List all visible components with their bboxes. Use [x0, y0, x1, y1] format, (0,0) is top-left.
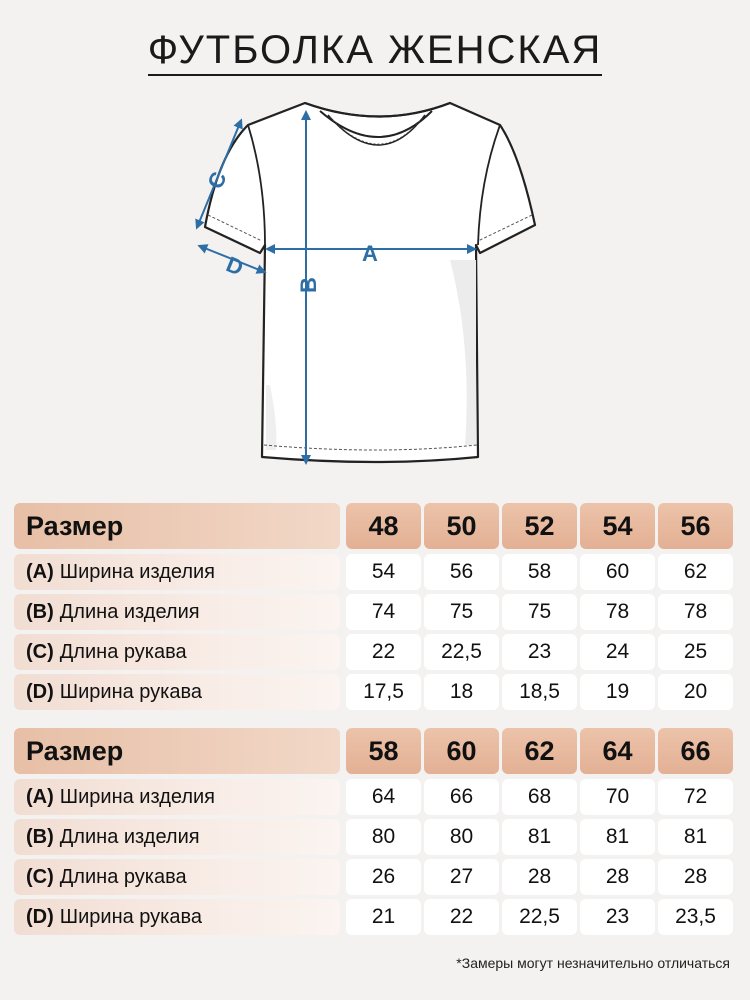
table-row	[14, 779, 738, 815]
row-code: (B)	[26, 825, 54, 848]
value-cell: 56	[424, 554, 499, 590]
value-cell: 24	[580, 634, 655, 670]
footnote: *Замеры могут незначительно отличаться	[456, 955, 730, 971]
value-cell: 66	[424, 779, 499, 815]
label-b: B	[296, 277, 321, 293]
row-label	[14, 779, 340, 815]
value-cell: 27	[424, 859, 499, 895]
value-cell: 20	[658, 674, 733, 710]
table-row	[14, 899, 738, 935]
value-cell: 23	[580, 899, 655, 935]
row-code: (C)	[26, 640, 54, 663]
row-label	[14, 554, 340, 590]
row-label	[14, 899, 340, 935]
size-header: 52	[502, 503, 577, 549]
size-header: 50	[424, 503, 499, 549]
table-row	[14, 859, 738, 895]
value-cell: 28	[502, 859, 577, 895]
table-header-row	[14, 503, 738, 549]
value-cell: 75	[502, 594, 577, 630]
value-cell: 17,5	[346, 674, 421, 710]
value-cell: 81	[580, 819, 655, 855]
value-cell: 68	[502, 779, 577, 815]
table-row	[14, 594, 738, 630]
row-name: Длина изделия	[59, 600, 200, 623]
row-code: (D)	[26, 905, 54, 928]
size-header: 48	[346, 503, 421, 549]
row-code: (B)	[26, 600, 54, 623]
table-row	[14, 634, 738, 670]
table-row	[14, 674, 738, 710]
row-name: Ширина изделия	[59, 560, 215, 583]
tshirt-illustration	[180, 85, 580, 485]
size-header-label: Размер	[14, 728, 340, 774]
row-label	[14, 819, 340, 855]
row-code: (A)	[26, 785, 54, 808]
value-cell: 81	[502, 819, 577, 855]
value-cell: 62	[658, 554, 733, 590]
row-name: Ширина рукава	[59, 680, 203, 703]
value-cell: 18	[424, 674, 499, 710]
size-header: 56	[658, 503, 733, 549]
value-cell: 23,5	[658, 899, 733, 935]
value-cell: 74	[346, 594, 421, 630]
value-cell: 28	[658, 859, 733, 895]
table-row	[14, 819, 738, 855]
size-header: 62	[502, 728, 577, 774]
row-name: Длина рукава	[59, 865, 187, 888]
value-cell: 21	[346, 899, 421, 935]
value-cell: 78	[580, 594, 655, 630]
size-header: 58	[346, 728, 421, 774]
size-header-label: Размер	[14, 503, 340, 549]
value-cell: 80	[346, 819, 421, 855]
value-cell: 22,5	[424, 634, 499, 670]
value-cell: 28	[580, 859, 655, 895]
size-header: 64	[580, 728, 655, 774]
value-cell: 18,5	[502, 674, 577, 710]
row-name: Длина изделия	[59, 825, 200, 848]
table-row	[14, 554, 738, 590]
label-a: A	[362, 241, 378, 266]
row-name: Ширина рукава	[59, 905, 203, 928]
value-cell: 72	[658, 779, 733, 815]
value-cell: 23	[502, 634, 577, 670]
value-cell: 58	[502, 554, 577, 590]
value-cell: 80	[424, 819, 499, 855]
row-code: (C)	[26, 865, 54, 888]
label-d: D	[222, 251, 247, 281]
label-c: C	[202, 168, 232, 193]
value-cell: 81	[658, 819, 733, 855]
row-label	[14, 859, 340, 895]
value-cell: 60	[580, 554, 655, 590]
size-header: 60	[424, 728, 499, 774]
value-cell: 22,5	[502, 899, 577, 935]
page-title: ФУТБОЛКА ЖЕНСКАЯ	[0, 28, 750, 73]
value-cell: 22	[424, 899, 499, 935]
row-label	[14, 674, 340, 710]
table-header-row	[14, 728, 738, 774]
size-header: 66	[658, 728, 733, 774]
value-cell: 25	[658, 634, 733, 670]
row-code: (A)	[26, 560, 54, 583]
value-cell: 70	[580, 779, 655, 815]
value-cell: 75	[424, 594, 499, 630]
value-cell: 26	[346, 859, 421, 895]
row-label	[14, 634, 340, 670]
value-cell: 54	[346, 554, 421, 590]
row-label	[14, 594, 340, 630]
value-cell: 64	[346, 779, 421, 815]
value-cell: 78	[658, 594, 733, 630]
tshirt-diagram	[180, 85, 580, 485]
size-header: 54	[580, 503, 655, 549]
value-cell: 19	[580, 674, 655, 710]
row-code: (D)	[26, 680, 54, 703]
row-name: Длина рукава	[59, 640, 187, 663]
row-name: Ширина изделия	[59, 785, 215, 808]
value-cell: 22	[346, 634, 421, 670]
